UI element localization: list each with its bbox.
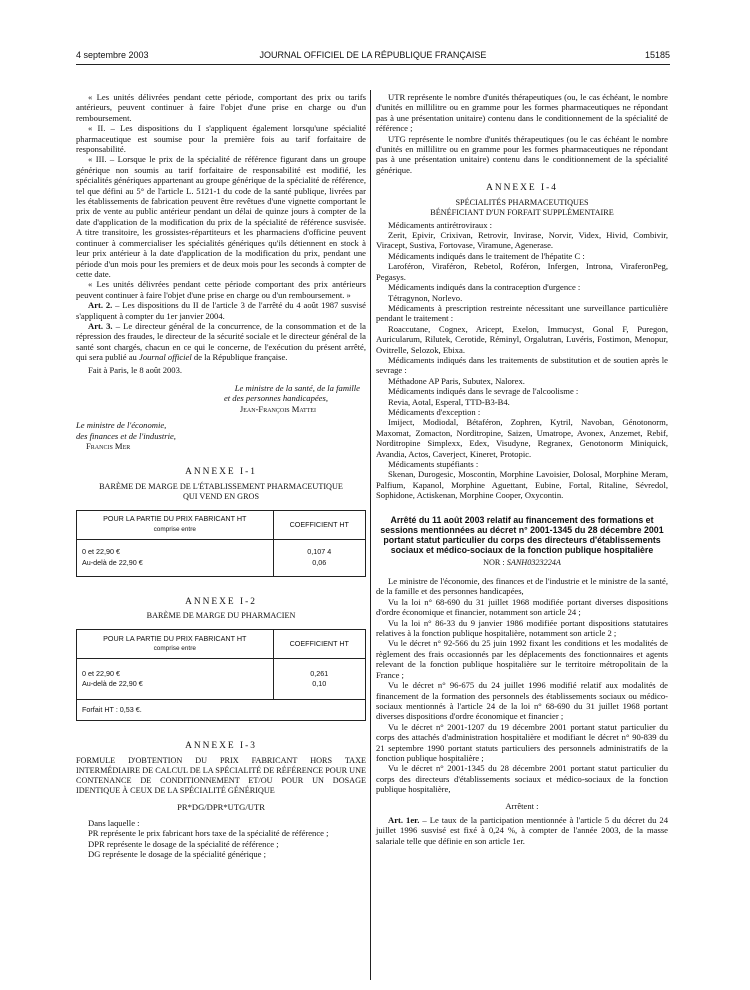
visa: Vu le décret n° 2001-1207 du 19 décembre 2001 portant statut particulier du corps des attachés d'administration hospitalière et modifiant le décret n° 90-839 du 21 septembre 1990 portant statuts particuliers des personnels administratifs de la fonction publique hospitalière ; (376, 721, 668, 763)
preamble: Le ministre de l'économie, des finances et de l'industrie et le ministre de la santé, de la famille et des personnes handicapées, (376, 576, 668, 597)
column-header: COEFFICIENT HT (289, 639, 349, 649)
header-rule (76, 64, 670, 65)
table-cell (273, 539, 365, 576)
price-formula: PR*DG/DPR*UTG/UTR (177, 801, 265, 812)
price-range: Au-delà de 22,90 € (82, 557, 143, 567)
definition: UTG représente le nombre d'unités thérapeutiques (ou le cas échéant le nombre d'unités en millilitre ou en gramme pour les formes pharmaceutiques ne répondant pas à une présentation unitaire) contenu dans le conditionnement de la spécialité générique. (376, 133, 668, 175)
article-label: Art. 2. (88, 300, 113, 311)
annexe-title: FORMULE D'OBTENTION DU PRIX FABRICANT HORS TAXE INTERMÉDIAIRE DE CALCUL DE LA SPÉCIALITÉ DE RÉFÉRENCE POUR UNE CONTENANCE DE CONDITIONNEMENT ET/OU POUR UN DOSAGE IDENTIQUE À CEUX DE LA SPÉCIALITÉ GÉNÉRIQUE (76, 755, 366, 795)
definition: DG représente le dosage de la spécialité générique ; (88, 849, 267, 860)
drug-list: Méthadone AP Paris, Subutex, Nalorex. (388, 375, 525, 386)
annexe-heading: ANNEXE I-2 (185, 596, 257, 607)
right-column (376, 92, 668, 846)
annexe-heading: ANNEXE I-4 (486, 183, 558, 194)
running-header (76, 50, 670, 64)
annexe-heading: ANNEXE I-3 (185, 741, 257, 752)
definition: DPR représente le dosage de la spécialité de référence ; (88, 838, 279, 849)
drug-category: Médicaments antirétroviraux : (388, 219, 493, 230)
drug-category: Médicaments à prescription restreinte nécessitant une surveillance particulière pendant le traitement : (376, 302, 668, 324)
article-label: Art. 1er. (388, 814, 420, 825)
drug-category: Médicaments indiqués dans les traitements de substitution et de soutien après le sevrage : (376, 354, 668, 376)
annexe-title: BARÈME DE MARGE DU PHARMACIEN (146, 611, 296, 621)
paragraph: Dans laquelle : (88, 818, 140, 829)
table-row (77, 700, 366, 721)
table-header-cell (273, 510, 365, 539)
article-1 (376, 815, 668, 846)
annexe-heading: ANNEXE I-1 (185, 467, 257, 478)
coefficient: 0,107 4 (307, 547, 332, 557)
table-header-cell (273, 630, 365, 659)
margin-table-wholesaler (76, 510, 366, 577)
drug-category: Médicaments indiqués dans le sevrage de l'alcoolisme : (388, 386, 579, 397)
table-row (77, 539, 366, 576)
visa: Vu le décret n° 2001-1345 du 28 décembre 2001 portant statut particulier du corps des directeurs d'établissements sociaux et médico-sociaux de la fonction publique hospitalière, (376, 763, 668, 795)
price-range: 0 et 22,90 € (82, 547, 120, 557)
drug-list: Roaccutane, Cognex, Aricept, Exelon, Immucyst, Gonal F, Puregon, Auricularum, Rilutek, Cerotide, Réminyl, Orgalutran, Luvéris, Fostimon, Menopur, Ovitrelle, Selozok, Ebixa. (376, 323, 668, 355)
visa: Vu la loi n° 68-690 du 31 juillet 1968 modifiée portant diverses dispositions d'ordre économique et financier, notamment son article 24 ; (376, 596, 668, 618)
visa: Vu la loi n° 86-33 du 9 janvier 1986 modifiée portant dispositions statutaires relatives à la fonction publique hospitalière, notamment son article 2 ; (376, 617, 668, 639)
article-text: – Les dispositions du II de l'article 3 de l'arrêté du 4 août 1987 susvisé s'appliquent à compter du 1er janvier 2004. (76, 300, 366, 321)
paragraph: « Les unités délivrées pendant cette période comportant des prix antérieurs peuvent continuer à faire l'objet d'une prise en charge ou d'un remboursement. » (76, 279, 366, 300)
drug-list: Zerit, Epivir, Crixivan, Retrovir, Invirase, Norvir, Videx, Hivid, Combivir, Viracept, Sustiva, Fortovase, Viramune, Agenerase. (376, 230, 668, 251)
table-header-cell (77, 630, 274, 659)
article-text: – Le directeur général de la concurrence, de la consommation et de la répression des fraudes, le directeur de la sécurité sociale et le directeur général de la santé sont chargés, chacun en ce qui le concerne, de l'exécution du présent arrêté, qui sera publié au (76, 320, 366, 363)
annexe-title: QUI VEND EN GROS (182, 491, 260, 501)
table-header-cell (77, 510, 274, 539)
coefficient: 0,06 (312, 557, 327, 567)
drug-category: Médicaments indiqués dans la contraception d'urgence : (388, 282, 581, 293)
drug-list: Skenan, Durogesic, Moscontin, Morphine Lavoisier, Dolosal, Morphine Meram, Palfium, Kapanol, Morphine Aguettant, Eubine, Fortal, Ritaline, Sévredol, Sophidone, Actiskenan, Morphine Cooper, Oxycontin. (376, 469, 668, 501)
column-divider (370, 90, 371, 980)
column-header: COEFFICIENT HT (289, 519, 349, 529)
signatory-role: des finances et de l'industrie, (76, 430, 176, 441)
signatory-role: Le ministre de la santé, de la famille (234, 382, 360, 393)
price-range: 0 et 22,90 € (82, 668, 120, 678)
signature-block-2 (76, 420, 366, 451)
column-header: POUR LA PARTIE DU PRIX FABRICANT HT (103, 633, 247, 643)
signatory-name: Jean-François Mattei (239, 403, 316, 414)
annexe-title: SPÉCIALITÉS PHARMACEUTIQUES (455, 197, 589, 207)
article-text: de la République française. (191, 352, 288, 363)
arrete-title: Arrêté du 11 août 2003 relatif au financement des formations et sessions mentionnées au décret n° 2001-1345 du 28 décembre 2001 portant statut particulier du corps des directeurs d'établissements sociaux et médico-sociaux de la fonction publique hospitalière (380, 514, 664, 555)
signatory-role: et des personnes handicapées, (223, 393, 328, 404)
definition: UTR représente le nombre d'unités thérapeutiques (ou, le cas échéant, le nombre d'unités en millilitre ou en gramme pour les formes pharmaceutiques ne répondant pas à une présentation unitaire) contenu dans le conditionnement de la spécialité de référence ; (376, 92, 668, 134)
drug-category: Médicaments indiqués dans le traitement de l'hépatite C : (388, 250, 585, 261)
column-subheader: comprise entre (153, 525, 196, 533)
margin-table-pharmacist (76, 629, 366, 721)
table-cell (77, 700, 366, 721)
header-journal-title: JOURNAL OFFICIEL DE LA RÉPUBLIQUE FRANÇAISE (259, 50, 487, 60)
table-cell (273, 659, 365, 700)
coefficient: 0,261 (310, 668, 329, 678)
drug-list: Tétragynon, Norlevo. (388, 292, 463, 303)
table-cell (77, 659, 274, 700)
article-label: Art. 3. (88, 320, 113, 331)
journal-reference: Journal officiel (139, 352, 192, 363)
coefficient: 0,10 (312, 679, 327, 689)
drug-list: Imiject, Modiodal, Bétaféron, Zophren, Kytril, Navoban, Génotonorm, Maxomat, Zomacton, Norditropine, Saizen, Umatrope, Avonex, Anzemet, Rebif, Norditropine Simplexx, Edex, Visudyne, Regranex, Genotonorm Miniquick, Avandia, Actos, Caverject, Kineret, Protopic. (376, 417, 668, 459)
visa: Vu le décret n° 92-566 du 25 juin 1992 fixant les conditions et les modalités de règlement des frais occasionnés par les déplacements des fonctionnaires et agents relevant de la fonction publique hospitalière sur le territoire métropolitain de la France ; (376, 638, 668, 680)
drug-list: Laroféron, Viraféron, Rebetol, Roféron, Infergen, Introna, ViraferonPeg, Pegasys. (376, 261, 668, 282)
drug-list: Revia, Aotal, Esperal, TTD-B3-B4. (388, 396, 510, 407)
article-text: – Le taux de la participation mentionnée à l'article 5 du décret du 24 juillet 1996 susvisé est fixé à 0,24 %, à compter de l'année 2003, de la masse salariale telle que définie en son article 1er. (376, 814, 668, 846)
arretent: Arrêtent : (505, 800, 539, 811)
header-page-number: 15185 (644, 50, 670, 60)
definition: PR représente le prix fabricant hors taxe de la spécialité de référence ; (88, 828, 329, 839)
column-header: POUR LA PARTIE DU PRIX FABRICANT HT (103, 514, 247, 524)
signatory-name: Francis Mer (86, 441, 131, 451)
left-column (76, 92, 366, 860)
drug-category: Médicaments stupéfiants : (388, 459, 479, 469)
nor-value: SANH0323224A (506, 557, 561, 567)
paragraph: « Les unités délivrées pendant cette période, comportant des prix ou tarifs antérieurs, peuvent continuer à faire l'objet d'une prise en charge ou d'un remboursement. (76, 92, 366, 123)
signatory-role: Le ministre de l'économie, (76, 420, 167, 431)
flat-fee: Forfait HT : 0,53 €. (82, 705, 142, 715)
annexe-title: BÉNÉFICIANT D'UN FORFAIT SUPPLÉMENTAIRE (430, 207, 614, 217)
table-row (77, 659, 366, 700)
visa: Vu le décret n° 96-675 du 24 juillet 1996 modifié relatif aux modalités de financement de la formation des personnels des établissements sociaux ou médico-sociaux mentionnés à l'article 24 de la loi n° 68-690 du 31 juillet 1968 portant diverses dispositions d'ordre économique et financier ; (376, 680, 668, 722)
paragraph: « III. – Lorsque le prix de la spécialité de référence figurant dans un groupe générique non soumis au tarif forfaitaire de responsabilité est modifié, les spécialités génériques appartenant au groupe générique de la spécialité de référence, tel que défini au 5° de l'article L. 5121-1 du code de la santé publique, livrées par les établissements de fabrication peuvent être revêtues d'une vignette comportant le prix de vente au public antérieur pendant un délai de quinze jours à compter de la date d'application de la modification du prix de la spécialité de référence susvisée. A titre transitoire, les grossistes-répartiteurs et les pharmaciens d'officine peuvent continuer à commercialiser les spécialités génériques qu'ils détiennent en stock à leur prix antérieur à la date d'application de la modification du prix, pendant une période d'un mois pour les premiers et de deux mois pour les seconds à compter de cette date. (76, 154, 366, 279)
price-range: Au-delà de 22,90 € (82, 679, 143, 689)
signature-block-1 (76, 383, 366, 414)
nor-reference (376, 558, 668, 568)
header-date: 4 septembre 2003 (76, 50, 149, 60)
date-line: Fait à Paris, le 8 août 2003. (88, 364, 183, 375)
column-subheader: comprise entre (153, 645, 196, 653)
drug-category: Médicaments d'exception : (388, 406, 481, 417)
nor-label: NOR : (483, 557, 507, 567)
article-3 (76, 321, 366, 363)
article-2 (76, 300, 366, 321)
table-cell (77, 539, 274, 576)
paragraph: « II. – Les dispositions du I s'appliquent également lorsqu'une spécialité pharmaceutique est soumise pour la première fois au tarif forfaitaire de responsabilité. (76, 123, 366, 155)
annexe-title: BARÈME DE MARGE DE L'ÉTABLISSEMENT PHARMACEUTIQUE (99, 481, 343, 491)
